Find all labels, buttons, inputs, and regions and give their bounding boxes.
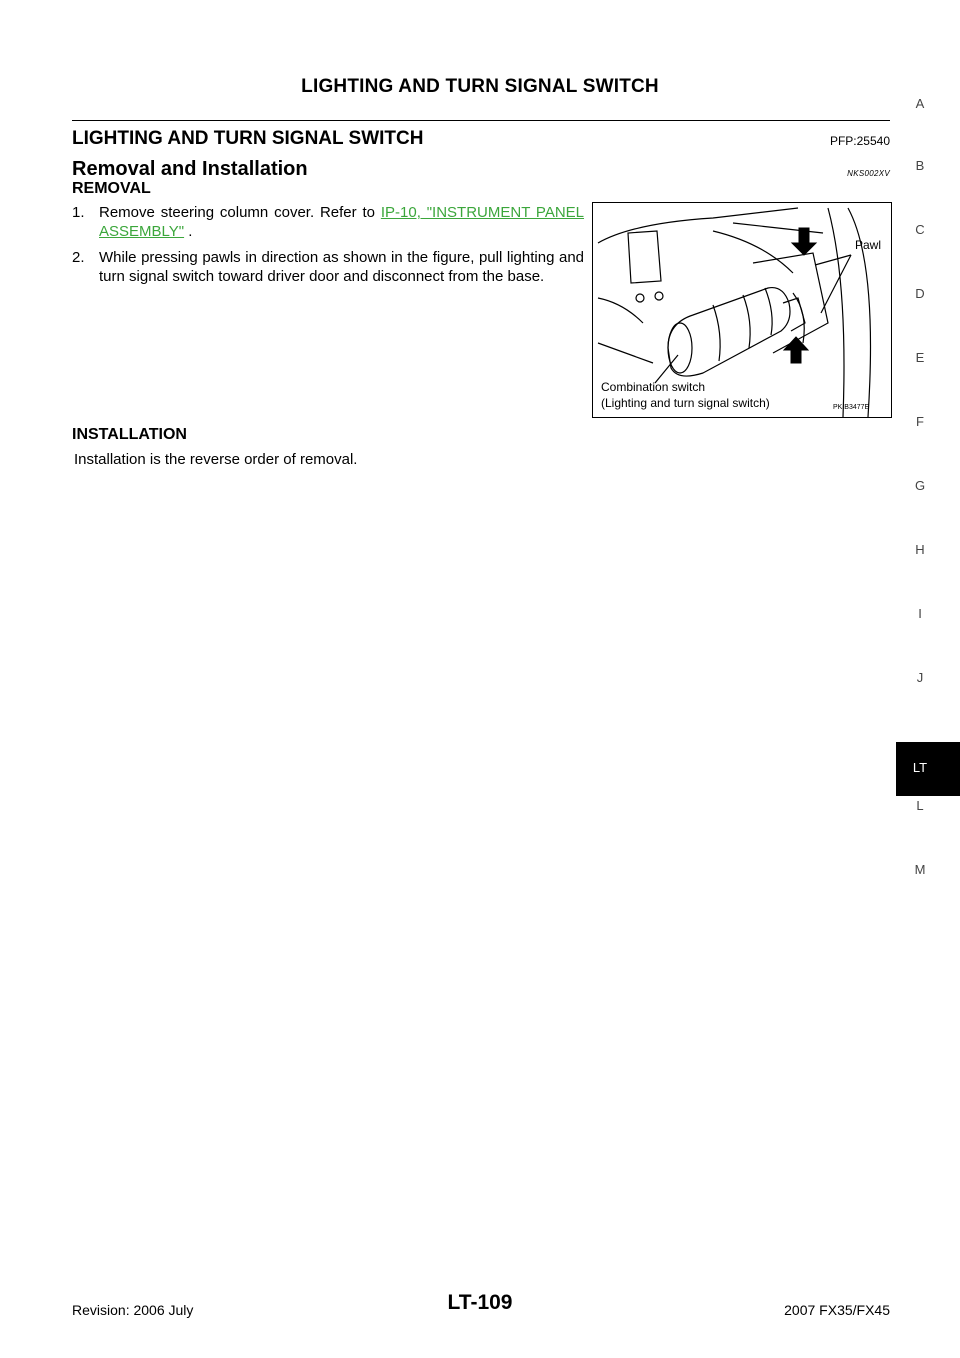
step-text: Remove steering column cover. Refer to [99, 204, 381, 221]
removal-heading: REMOVAL [72, 180, 151, 197]
pawl-label: Pawl [855, 238, 882, 252]
combination-switch-figure [592, 202, 892, 418]
step-text-after: . [184, 223, 193, 240]
tab-active-label: LT [912, 760, 928, 775]
header-rule [72, 120, 890, 121]
tab-letter-l[interactable]: L [916, 798, 924, 813]
page-header-title: LIGHTING AND TURN SIGNAL SWITCH [301, 76, 659, 97]
tab-active-lt[interactable] [896, 742, 960, 796]
removal-step-1 [72, 203, 584, 241]
pfp-code: PFP:25540 [829, 134, 890, 148]
combination-switch-illustration [593, 203, 891, 417]
removal-step-2 [72, 248, 584, 286]
step-number: 2. [72, 249, 85, 266]
tab-letter-h[interactable]: H [915, 542, 925, 557]
instrument-panel-assembly-link[interactable]: IP-10, "INSTRUMENT PANEL ASSEMBLY" [99, 204, 585, 240]
tab-letter-b[interactable]: B [915, 158, 925, 173]
subsection-title: Removal and Installation [72, 158, 308, 180]
tab-letter-f[interactable]: F [916, 414, 924, 429]
footer-model: 2007 FX35/FX45 [784, 1302, 890, 1318]
step-text: While pressing pawls in direction as shown in the figure, pull lighting and turn signal switch toward driver door and disconnect from the base. [99, 249, 584, 285]
figure-caption-line2: (Lighting and turn signal switch) [601, 396, 770, 410]
footer-page-number: LT-109 [447, 1291, 513, 1314]
tab-letter-e[interactable]: E [915, 350, 925, 365]
footer-revision: Revision: 2006 July [72, 1302, 194, 1318]
tab-letter-i[interactable]: I [918, 606, 922, 621]
reference-code: NKS002XV [847, 169, 890, 178]
installation-text: Installation is the reverse order of removal. [74, 451, 358, 468]
tab-letter-c[interactable]: C [915, 222, 925, 237]
figure-code: PKIB3477E [833, 404, 870, 411]
tab-letter-j[interactable]: J [916, 670, 924, 685]
installation-heading: INSTALLATION [72, 426, 187, 443]
figure-caption-line1: Combination switch [601, 380, 706, 394]
step-number: 1. [72, 204, 85, 221]
tab-letter-d[interactable]: D [915, 286, 925, 301]
tab-letter-g[interactable]: G [914, 478, 926, 493]
tab-letter-a[interactable]: A [915, 96, 925, 111]
section-title: LIGHTING AND TURN SIGNAL SWITCH [72, 128, 424, 149]
tab-letter-m[interactable]: M [914, 862, 926, 877]
